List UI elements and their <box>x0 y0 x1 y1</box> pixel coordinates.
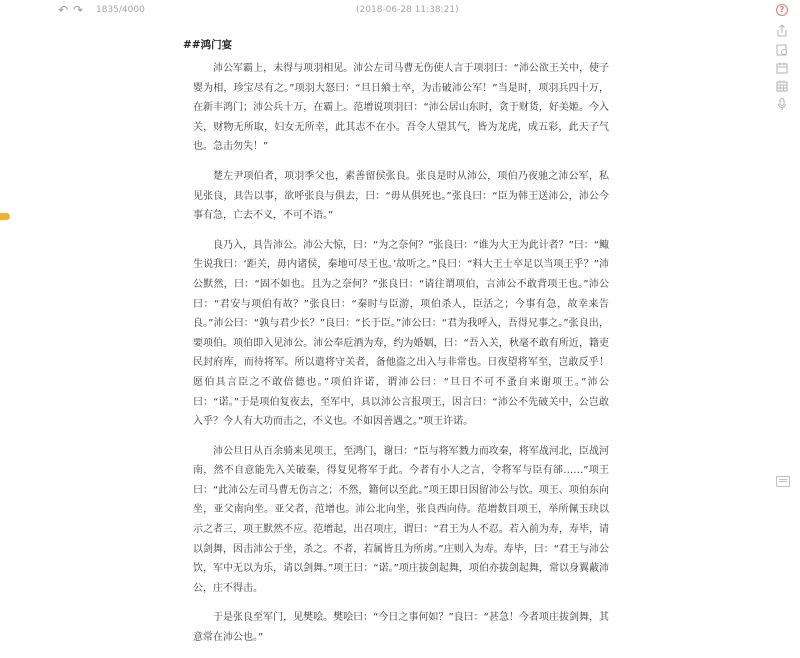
document-title: ##鸿门宴 <box>183 39 233 51</box>
calendar-grid-icon[interactable] <box>775 79 789 93</box>
paragraph-3: 良乃入，具告沛公。沛公大惊，曰：“为之奈何？”张良曰：“谁为大王为此计者？”曰：“鲰生说我曰：‘距关，毋内诸侯，秦地可尽王也。’故听之。”良曰：“料大王士卒足以当项王乎？”沛公默然，曰：“固不如也。且为之奈何？”张良曰：“请往谓项伯，言沛公不敢背项王也。”沛公曰：“君安与项伯有故？”张良曰：“秦时与臣游，项伯杀人，臣活之；今事有急，故幸来告良。”沛公曰：“孰与君少长？”良曰：“长于臣。”沛公曰：“君为我呼入，吾得兄事之。”张良出，要项伯。项伯即入见沛公。沛公奉卮酒为寿，约为婚姻，曰：“吾入关，秋毫不敢有所近，籍吏民封府库，而待将军。所以遣将守关者，备他盗之出入与非常也。日夜望将军至，岂敢反乎！愿伯具言臣之不敢倍德也。”项伯许诺，谓沛公曰：“旦日不可不蚤自来谢项王。”沛公曰：“诺。”于是项伯复夜去，至军中，具以沛公言报项王，因言曰：“沛公不先破关中，公岂敢入乎？今人有大功而击之，不义也。不如因善遇之。”项王许诺。 <box>193 239 609 428</box>
top-toolbar <box>0 0 800 22</box>
document-editor[interactable] <box>183 38 609 658</box>
undo-icon[interactable]: ↶ <box>57 3 69 17</box>
microphone-icon[interactable] <box>775 97 789 111</box>
paragraph-1: 沛公军霸上，未得与项羽相见。沛公左司马曹无伤使人言于项羽曰：“沛公欲王关中，使子婴为相，珍宝尽有之。”项羽大怒曰：“旦日飨士卒，为击破沛公军！”当是时，项羽兵四十万，在新丰鸿门；沛公兵十万，在霸上。范增说项羽曰：“沛公居山东时，贪于财货，好美姬。今入关，财物无所取，妇女无所幸，此其志不在小。吾令人望其气，皆为龙虎，成五彩，此天子气也。急击勿失！” <box>193 63 609 153</box>
timestamp: (2018-06-28 11:38:21) <box>356 5 459 15</box>
paragraph-5: 于是张良至军门，见樊哙。樊哙曰：“今日之事何如？”良曰：“甚急！今者项庄拔剑舞，其意常在沛公也。” <box>193 612 609 644</box>
paragraph-4: 沛公旦日从百余骑来见项王，至鸿门，谢曰：“臣与将军戮力而攻秦，将军战河北，臣战河南，然不自意能先入关破秦，得复见将军于此。今者有小人之言，令将军与臣有郤……”项王曰：“此沛公左司马曹无伤言之；不然，籍何以至此。”项王即日因留沛公与饮。项王、项伯东向坐，亚父南向坐。亚父者，范增也。沛公北向坐，张良西向侍。范增数目项王，举所佩玉玦以示之者三，项王默然不应。范增起，出召项庄，谓曰：“君王为人不忍。若入前为寿，寿毕，请以剑舞，因击沛公于坐，杀之。不者，若属皆且为所虏。”庄则入为寿。寿毕，曰：“君王与沛公饮，军中无以为乐，请以剑舞。”项王曰：“诺。”项庄拔剑起舞，项伯亦拔剑起舞，常以身翼蔽沛公，庄不得击。 <box>193 445 609 594</box>
paragraph-2: 楚左尹项伯者，项羽季父也，素善留侯张良。张良是时从沛公，项伯乃夜驰之沛公军，私见张良，具告以事，欲呼张良与俱去，曰：“毋从俱死也。”张良曰：“臣为韩王送沛公，沛公今事有急，亡去不义，不可不语。” <box>193 170 609 222</box>
side-panel-toggle[interactable] <box>0 213 10 220</box>
help-icon[interactable]: ? <box>776 4 788 16</box>
word-count: 1835/4000 <box>96 5 145 15</box>
calendar-icon[interactable] <box>775 61 789 75</box>
keyboard-icon[interactable] <box>776 476 790 487</box>
redo-icon[interactable]: ↷ <box>72 3 84 17</box>
copy-icon[interactable] <box>775 43 789 57</box>
share-icon[interactable] <box>775 24 789 38</box>
